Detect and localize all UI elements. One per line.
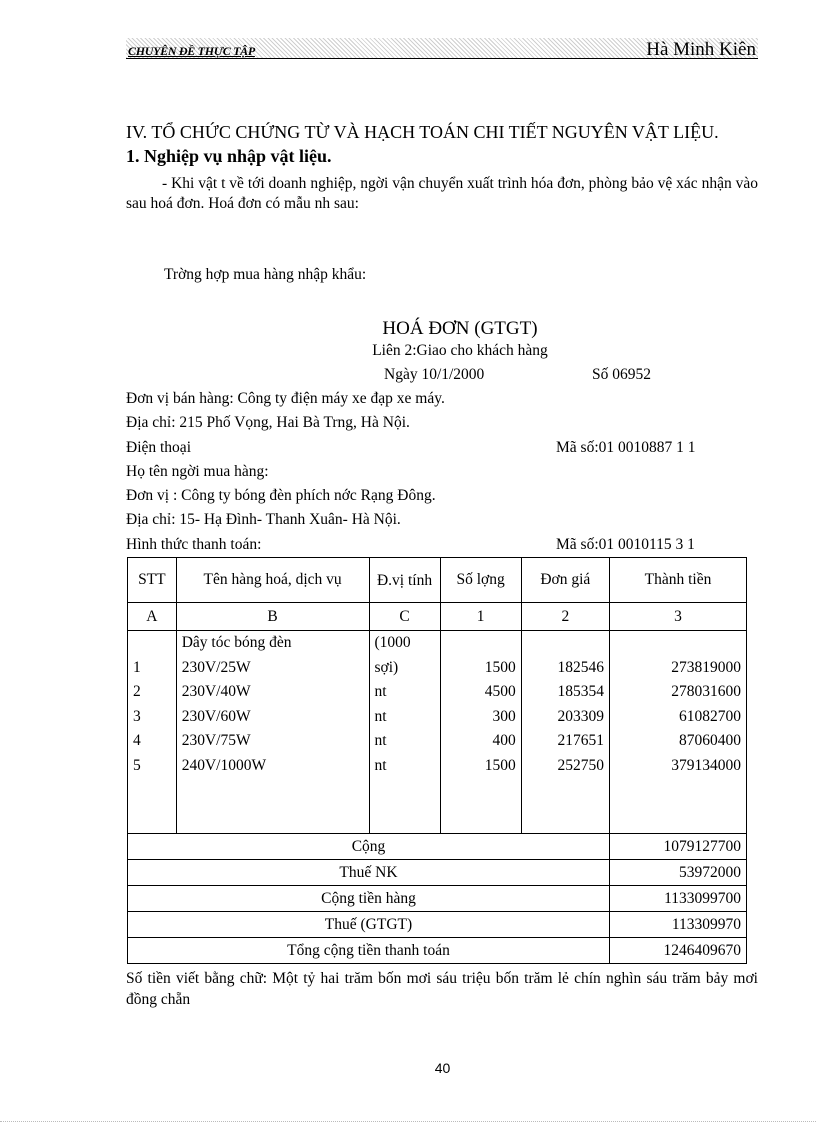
invoice-copy-note: Liên 2:Giao cho khách hàng (372, 342, 548, 359)
amount-in-words: Số tiền viết bằng chữ: Một tỷ hai trăm bốn mơi sáu triệu bốn trăm lẻ chín nghìn sáu trăm bảy mơi đồng chẵn (126, 970, 758, 1008)
table-cell: 379134000 (671, 756, 741, 774)
table-cell: 2 (133, 683, 141, 700)
buyer-name: Họ tên ngời mua hàng: (126, 463, 269, 480)
total-row (128, 938, 747, 964)
seller-unit: Đơn vị bán hàng: Công ty điện máy xe đạp xe máy. (126, 390, 445, 407)
header-cell: STT (128, 558, 177, 603)
table-cell: 278031600 (671, 683, 741, 700)
total-value: 1079127700 (609, 834, 746, 860)
name-column (176, 631, 369, 834)
case-line: Trờng hợp mua hàng nhập khẩu: (164, 266, 367, 283)
buyer-address: Địa chỉ: 15- Hạ Đình- Thanh Xuân- Hà Nội. (126, 511, 401, 528)
invoice-table (127, 557, 747, 964)
index-cell: 1 (440, 603, 521, 631)
page-bottom-divider (0, 1121, 816, 1122)
table-cell: (1000 (374, 634, 411, 651)
table-cell: 5 (133, 756, 141, 774)
total-row (128, 860, 747, 886)
table-cell: 182546 (557, 658, 604, 676)
total-label: Cộng (128, 834, 610, 860)
table-index-row (128, 603, 747, 631)
amount-column (609, 631, 746, 834)
table-body-row (128, 631, 747, 834)
total-value: 1133099700 (609, 886, 746, 912)
qty-column (440, 631, 521, 834)
table-cell: 230V/75W (181, 732, 251, 749)
seller-address: Địa chỉ: 215 Phố Vọng, Hai Bà Trng, Hà Nội. (126, 414, 410, 431)
seller-phone: Điện thoại (126, 439, 191, 456)
table-cell: 217651 (557, 732, 604, 749)
total-value: 113309970 (609, 912, 746, 938)
page-number: 40 (434, 1060, 451, 1076)
header-author: Hà Minh Kiên (646, 39, 756, 60)
table-cell: 230V/25W (181, 658, 251, 676)
payment-method: Hình thức thanh toán: (126, 536, 262, 553)
table-cell: sợi) (374, 658, 399, 676)
table-header-row (128, 558, 747, 603)
header-cell: Thành tiền (609, 558, 746, 603)
price-column (521, 631, 609, 834)
table-cell: 87060400 (679, 732, 741, 749)
table-cell: nt (374, 732, 387, 749)
section-title: IV. TỔ CHỨC CHỨNG TỪ VÀ HẠCH TOÁN CHI TIẾT NGUYÊN VẬT LIỆU. (126, 122, 719, 142)
index-cell: 3 (609, 603, 746, 631)
header-left-text: CHUYÊN ĐỀ THỰC TẬP (128, 44, 255, 58)
buyer-tax-code: Mã số:01 0010115 3 1 (556, 536, 695, 553)
total-value: 53972000 (609, 860, 746, 886)
total-row (128, 834, 747, 860)
table-cell: 203309 (557, 707, 604, 725)
header-cell: Đ.vị tính (369, 558, 440, 603)
table-cell: nt (374, 756, 387, 774)
table-cell: Dây tóc bóng đèn (181, 634, 292, 651)
table-cell: 252750 (557, 756, 604, 774)
index-cell: 2 (521, 603, 609, 631)
table-cell: 230V/40W (181, 683, 251, 700)
invoice-title: HOÁ ĐƠN (GTGT) (382, 318, 538, 339)
index-cell: C (369, 603, 440, 631)
total-label: Tổng cộng tiền thanh toán (128, 938, 610, 964)
total-row (128, 912, 747, 938)
index-cell: B (176, 603, 369, 631)
table-cell: nt (374, 683, 387, 700)
table-cell: 273819000 (671, 658, 741, 676)
total-label: Thuế NK (128, 860, 610, 886)
header-cell: Đơn giá (521, 558, 609, 603)
header-cell: Tên hàng hoá, dịch vụ (176, 558, 369, 603)
table-cell: 61082700 (679, 707, 741, 725)
total-value: 1246409670 (609, 938, 746, 964)
buyer-unit: Đơn vị : Công ty bóng đèn phích nớc Rạng Đông. (126, 487, 436, 504)
total-label: Cộng tiền hàng (128, 886, 610, 912)
table-cell: 4500 (484, 683, 516, 700)
subsection-title: 1. Nghiệp vụ nhập vật liệu. (126, 146, 332, 166)
table-cell: 230V/60W (181, 707, 251, 725)
stt-column (128, 631, 177, 834)
intro-paragraph: - Khi vật t về tới doanh nghiệp, ngời vận chuyển xuất trình hóa đơn, phòng bảo vệ xác nhận vào sau hoá đơn. Hoá đơn có mẫu nh sau: (126, 175, 758, 212)
table-cell: 185354 (557, 683, 604, 700)
seller-tax-code: Mã số:01 0010887 1 1 (556, 439, 696, 456)
table-cell: 400 (492, 732, 516, 749)
table-cell: 4 (133, 732, 141, 749)
invoice-number: Số 06952 (592, 366, 651, 383)
table-cell: 240V/1000W (181, 756, 267, 774)
index-cell: A (128, 603, 177, 631)
total-row (128, 886, 747, 912)
table-cell: 3 (133, 707, 141, 725)
invoice-date: Ngày 10/1/2000 (384, 366, 485, 383)
unit-column (369, 631, 440, 834)
table-cell: 1 (133, 658, 141, 676)
total-label: Thuế (GTGT) (128, 912, 610, 938)
table-cell: 1500 (484, 658, 516, 676)
header-cell: Số lợng (440, 558, 521, 603)
table-cell: 300 (492, 707, 516, 725)
table-cell: 1500 (484, 756, 516, 774)
table-cell: nt (374, 707, 387, 725)
